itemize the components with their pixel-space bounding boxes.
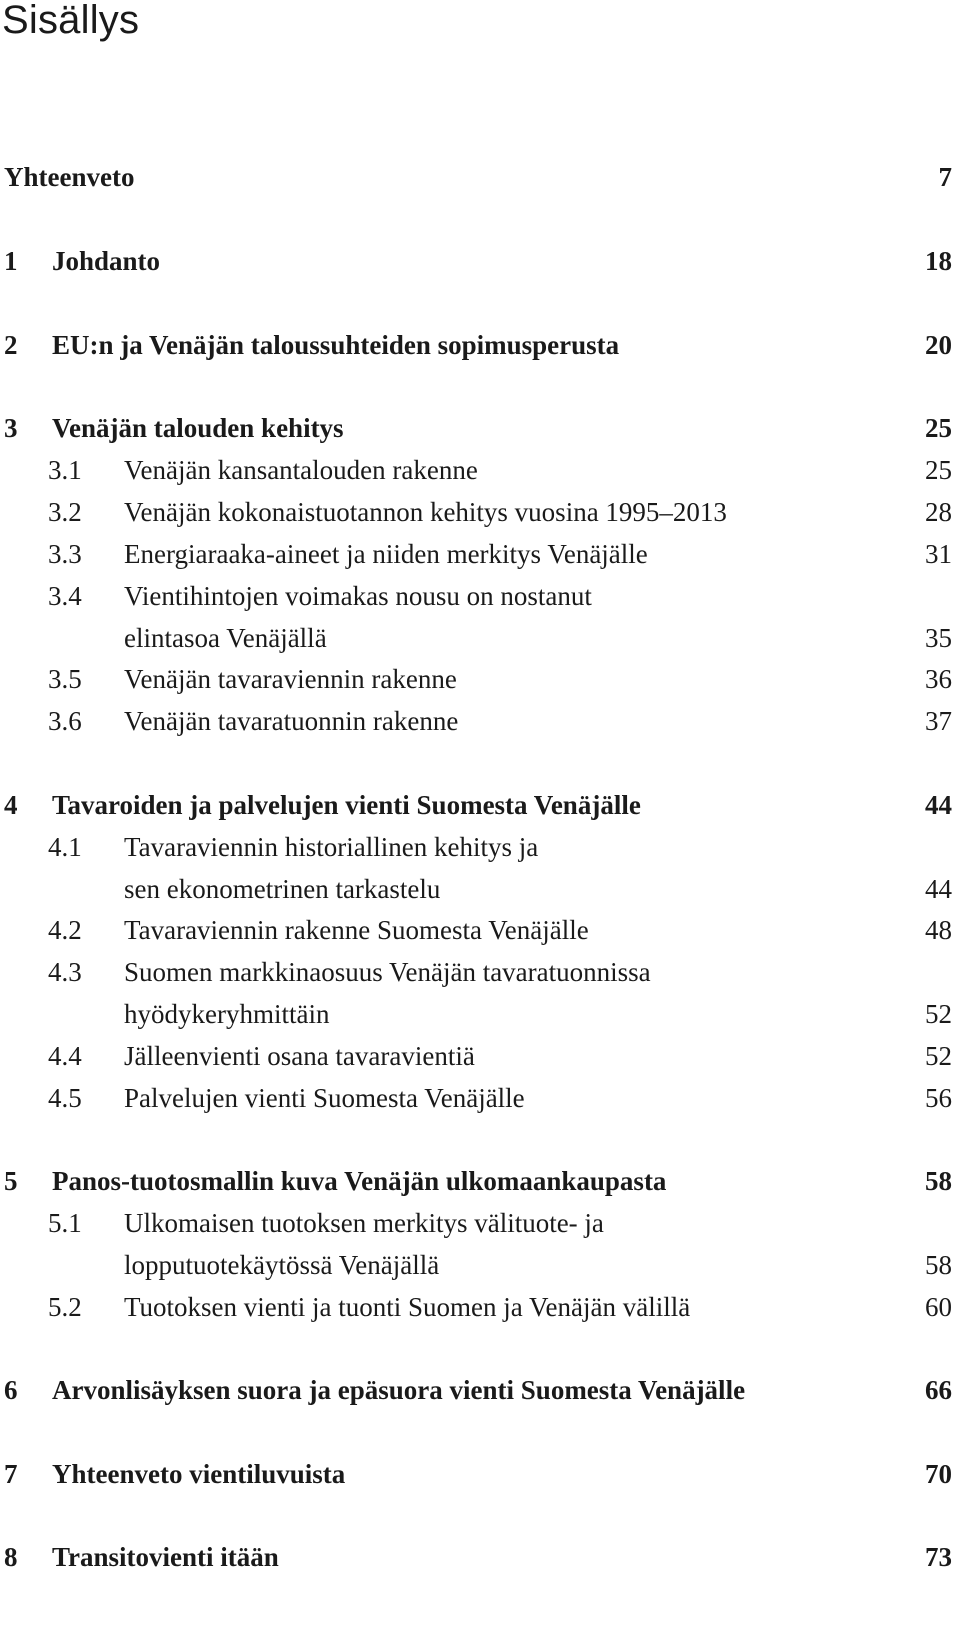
toc-page-number: 58 (925, 1250, 952, 1280)
toc-page-number: 58 (925, 1166, 952, 1196)
toc-title: Energiaraaka-aineet ja niiden merkitys Venäjälle (124, 539, 648, 569)
toc-page-number: 60 (925, 1292, 952, 1322)
toc-number: 4.5 (48, 1083, 82, 1113)
toc-title-continued: lopputuotekäytössä Venäjällä (124, 1250, 440, 1280)
toc-number: 4 (4, 790, 18, 820)
toc-number: 3.5 (48, 664, 82, 694)
toc-title: Yhteenveto vientiluvuista (52, 1459, 346, 1489)
toc-page-number: 20 (925, 330, 952, 360)
toc-page-number: 36 (925, 664, 952, 694)
toc-page-number: 44 (925, 790, 952, 820)
toc-number: 4.2 (48, 915, 82, 945)
toc-page-number: 70 (925, 1459, 952, 1489)
toc-title: Venäjän talouden kehitys (52, 413, 344, 443)
toc-entry-section-3-2[interactable] (0, 495, 960, 529)
page-title: Sisällys (2, 0, 140, 42)
toc-entry-section-3-3[interactable] (0, 537, 960, 571)
toc-page-number: 35 (925, 623, 952, 653)
toc-number: 3.3 (48, 539, 82, 569)
toc-entry-section-5-2[interactable] (0, 1290, 960, 1324)
toc-entry-chapter-6[interactable] (0, 1373, 960, 1407)
toc-title: Arvonlisäyksen suora ja epäsuora vienti Suomesta Venäjälle (52, 1375, 746, 1405)
toc-title: Tavaraviennin rakenne Suomesta Venäjälle (124, 915, 589, 945)
toc-title: Tavaroiden ja palvelujen vienti Suomesta Venäjälle (52, 790, 641, 820)
toc-entry-chapter-7[interactable] (0, 1457, 960, 1491)
toc-title-continued: sen ekonometrinen tarkastelu (124, 874, 441, 904)
toc-title: Venäjän tavaraviennin rakenne (124, 664, 457, 694)
toc-number: 5.1 (48, 1208, 82, 1238)
toc-entry-section-4-2[interactable] (0, 913, 960, 947)
toc-entry-section-5-1[interactable] (0, 1206, 960, 1240)
toc-page-number: 37 (925, 706, 952, 736)
toc-title: Jälleenvienti osana tavaravientiä (124, 1041, 475, 1071)
toc-entry-section-4-1[interactable] (0, 830, 960, 864)
toc-page-number: 66 (925, 1375, 952, 1405)
toc-number: 3.6 (48, 706, 82, 736)
toc-number: 3 (4, 413, 18, 443)
toc-page-number: 44 (925, 874, 952, 904)
toc-page-number: 31 (925, 539, 952, 569)
toc-title-continued: elintasoa Venäjällä (124, 623, 327, 653)
toc-title: Venäjän tavaratuonnin rakenne (124, 706, 459, 736)
toc-number: 7 (4, 1459, 18, 1489)
toc-title: Venäjän kokonaistuotannon kehitys vuosina 1995–2013 (124, 497, 727, 527)
toc-entry-section-4-3[interactable] (0, 955, 960, 989)
toc-entry-section-4-4[interactable] (0, 1039, 960, 1073)
toc-entry-chapter-4[interactable] (0, 788, 960, 822)
toc-entry-section-4-5[interactable] (0, 1081, 960, 1115)
toc-entry-chapter-8[interactable] (0, 1540, 960, 1574)
toc-title: Transitovienti itään (52, 1542, 279, 1572)
toc-title: Johdanto (52, 246, 161, 276)
toc-entry-chapter-5[interactable] (0, 1164, 960, 1198)
toc-title: Yhteenveto (4, 162, 135, 192)
toc-title: Suomen markkinaosuus Venäjän tavaratuonnissa (124, 957, 651, 987)
toc-entry-section-5-1-continued[interactable] (0, 1248, 960, 1282)
toc-entry-chapter-3[interactable] (0, 411, 960, 445)
toc-number: 4.4 (48, 1041, 82, 1071)
toc-number: 5 (4, 1166, 18, 1196)
toc-page-number: 52 (925, 1041, 952, 1071)
toc-number: 4.3 (48, 957, 82, 987)
toc-title-continued: hyödykeryhmittäin (124, 999, 330, 1029)
toc-page-number: 52 (925, 999, 952, 1029)
toc-page-number: 28 (925, 497, 952, 527)
toc-entry-section-3-4[interactable] (0, 579, 960, 613)
toc-page-number: 7 (938, 162, 952, 192)
toc-entry-section-3-6[interactable] (0, 704, 960, 738)
toc-entry-summary[interactable] (0, 160, 960, 194)
toc-page-number: 25 (925, 455, 952, 485)
toc-title: Tavaraviennin historiallinen kehitys ja (124, 832, 539, 862)
toc-entry-section-3-4-continued[interactable] (0, 621, 960, 655)
toc-entry-chapter-1[interactable] (0, 244, 960, 278)
toc-entry-section-3-1[interactable] (0, 453, 960, 487)
toc-number: 3.4 (48, 581, 82, 611)
toc-number: 8 (4, 1542, 18, 1572)
toc-title: Palvelujen vienti Suomesta Venäjälle (124, 1083, 525, 1113)
toc-number: 5.2 (48, 1292, 82, 1322)
toc-page-number: 25 (925, 413, 952, 443)
toc-title: Ulkomaisen tuotoksen merkitys välituote- ja (124, 1208, 604, 1238)
toc-entry-chapter-2[interactable] (0, 328, 960, 362)
toc-number: 3.2 (48, 497, 82, 527)
toc-number: 2 (4, 330, 18, 360)
toc-number: 4.1 (48, 832, 82, 862)
toc-number: 6 (4, 1375, 18, 1405)
toc-page-number: 73 (925, 1542, 952, 1572)
toc-entry-section-4-1-continued[interactable] (0, 872, 960, 906)
toc-title: Vientihintojen voimakas nousu on nostanut (124, 581, 592, 611)
toc-title: EU:n ja Venäjän taloussuhteiden sopimusperusta (52, 330, 620, 360)
toc-title: Tuotoksen vienti ja tuonti Suomen ja Venäjän välillä (124, 1292, 691, 1322)
toc-page-number: 56 (925, 1083, 952, 1113)
toc-title: Panos-tuotosmallin kuva Venäjän ulkomaankaupasta (52, 1166, 667, 1196)
toc-entry-section-4-3-continued[interactable] (0, 997, 960, 1031)
toc-number: 1 (4, 246, 18, 276)
toc-page-number: 18 (925, 246, 952, 276)
toc-page-number: 48 (925, 915, 952, 945)
toc-title: Venäjän kansantalouden rakenne (124, 455, 478, 485)
toc-number: 3.1 (48, 455, 82, 485)
toc-entry-section-3-5[interactable] (0, 662, 960, 696)
